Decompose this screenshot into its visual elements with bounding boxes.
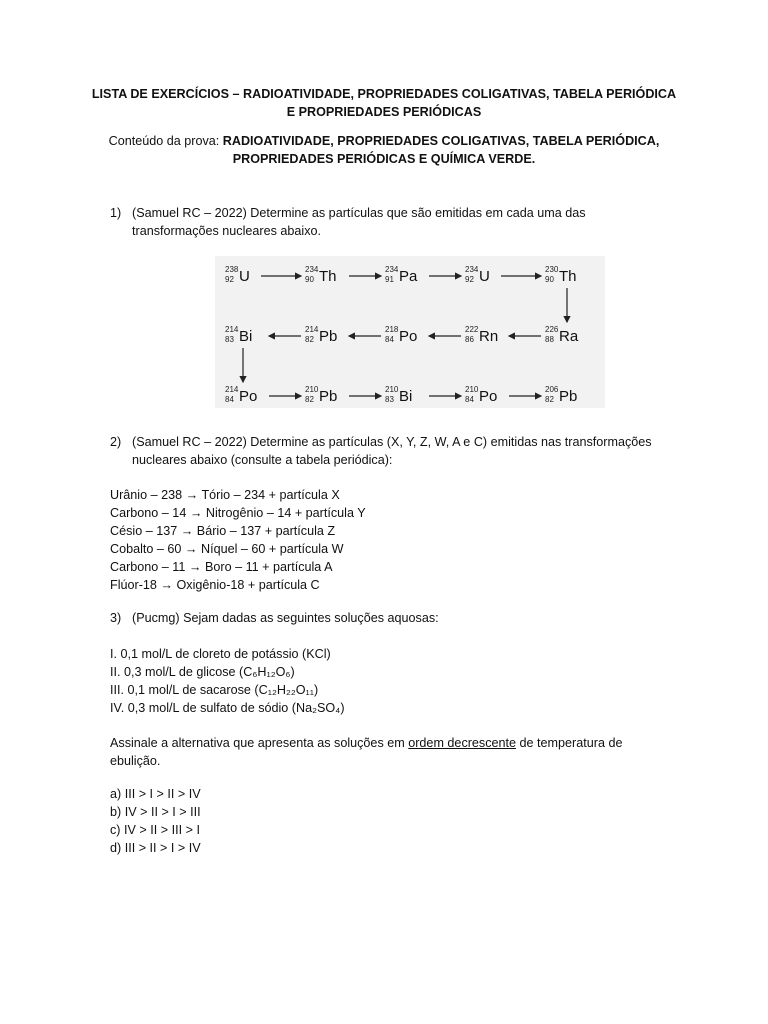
mass-number: 214 (225, 385, 239, 394)
prompt-after: de temperatura de (516, 736, 623, 750)
nuclide-po (465, 385, 497, 405)
atomic-number: 92 (225, 275, 234, 284)
option-d: d) III > II > I > IV (110, 841, 201, 855)
mass-number: 222 (465, 325, 479, 334)
mass-number: 214 (225, 325, 239, 334)
exam-content-topics-2: PROPRIEDADES PERIÓDICAS E QUÍMICA VERDE. (232, 152, 536, 166)
nuclide-th (305, 265, 337, 285)
element-symbol: Rn (479, 328, 499, 345)
prompt-line-1 (110, 734, 658, 752)
question-1-line-2: transformações nucleares abaixo. (132, 224, 322, 238)
question-text (132, 204, 658, 240)
nuclide-pb (545, 385, 577, 405)
atomic-number: 84 (465, 395, 474, 404)
atomic-number: 82 (545, 395, 554, 404)
mass-number: 206 (545, 385, 559, 394)
mass-number: 238 (225, 265, 239, 274)
prompt-underlined: ordem decrescente (408, 736, 517, 750)
question-3-prompt (110, 734, 658, 770)
nuclide-bi (225, 325, 252, 345)
solution-item: III. 0,1 mol/L de sacarose (C₁₂H₂₂O₁₁) (110, 683, 319, 697)
transformations-list (110, 486, 670, 594)
element-symbol: Bi (399, 388, 413, 405)
element-symbol: Pb (319, 388, 338, 405)
exam-content-topics-1: RADIOATIVIDADE, PROPRIEDADES COLIGATIVAS, TABELA PERIÓDICA, (222, 134, 660, 148)
exam-content-prefix: Conteúdo da prova: (108, 134, 223, 148)
option-c: c) IV > II > III > I (110, 823, 200, 837)
atomic-number: 82 (305, 395, 314, 404)
mass-number: 214 (305, 325, 319, 334)
question-number: 2) (110, 435, 122, 449)
title-line-1: LISTA DE EXERCÍCIOS – RADIOATIVIDADE, PROPRIEDADES COLIGATIVAS, TABELA PERIÓDICA (91, 87, 677, 101)
nuclide-po (225, 385, 257, 405)
solutions-list (110, 645, 670, 717)
atomic-number: 90 (305, 275, 314, 284)
element-symbol: U (239, 268, 250, 285)
transformation-item: Cobalto – 60 → Níquel – 60 + partícula W (110, 542, 344, 556)
answer-options (110, 785, 670, 857)
transformation-item: Urânio – 238 → Tório – 234 + partícula X (110, 488, 340, 502)
title-line-2: E PROPRIEDADES PERIÓDICAS (286, 105, 482, 119)
exam-content (60, 132, 708, 168)
solution-item: I. 0,1 mol/L de cloreto de potássio (KCl) (110, 647, 331, 661)
question-2-line-1: (Samuel RC – 2022) Determine as partículas (X, Y, Z, W, A e C) emitidas nas transformações (132, 435, 652, 449)
question-text (132, 609, 658, 627)
atomic-number: 92 (465, 275, 474, 284)
mass-number: 234 (305, 265, 319, 274)
question-3-line-1: (Pucmg) Sejam dadas as seguintes soluções aquosas: (132, 611, 439, 625)
element-symbol: U (479, 268, 490, 285)
mass-number: 218 (385, 325, 399, 334)
transformation-item: Césio – 137 → Bário – 137 + partícula Z (110, 524, 336, 538)
question-number: 3) (110, 611, 122, 625)
decay-chain-diagram (215, 256, 605, 408)
element-symbol: Pb (319, 328, 338, 345)
element-symbol: Po (399, 328, 418, 345)
element-symbol: Th (319, 268, 337, 285)
element-symbol: Po (239, 388, 258, 405)
atomic-number: 84 (385, 335, 394, 344)
element-symbol: Ra (559, 328, 579, 345)
transformation-item: Flúor-18 → Oxigênio-18 + partícula C (110, 578, 320, 592)
nuclide-pa (385, 265, 418, 285)
nuclide-bi (385, 385, 412, 405)
atomic-number: 91 (385, 275, 394, 284)
element-symbol: Po (479, 388, 498, 405)
prompt-line-2: ebulição. (110, 754, 161, 768)
nuclide-rn (465, 325, 498, 345)
mass-number: 210 (465, 385, 479, 394)
question-number: 1) (110, 206, 122, 220)
question-3 (110, 609, 658, 627)
mass-number: 230 (545, 265, 559, 274)
transformation-item: Carbono – 14 → Nitrogênio – 14 + partícula Y (110, 506, 366, 520)
nuclide-po (385, 325, 417, 345)
question-1 (110, 204, 658, 240)
element-symbol: Pb (559, 388, 578, 405)
nuclide-pb (305, 385, 337, 405)
exam-content-line-2 (60, 150, 708, 168)
question-1-line-1: (Samuel RC – 2022) Determine as partículas que são emitidas em cada uma das (132, 206, 586, 220)
nuclide-pb (305, 325, 337, 345)
question-2 (110, 433, 658, 469)
question-text (132, 433, 658, 469)
option-a: a) III > I > II > IV (110, 787, 201, 801)
solution-item: II. 0,3 mol/L de glicose (C₆H₁₂O₆) (110, 665, 295, 679)
atomic-number: 82 (305, 335, 314, 344)
atomic-number: 90 (545, 275, 554, 284)
mass-number: 234 (465, 265, 479, 274)
question-2-line-2: nucleares abaixo (consulte a tabela periódica): (132, 453, 393, 467)
page-title (60, 85, 708, 121)
prompt-before: Assinale a alternativa que apresenta as soluções em (110, 736, 409, 750)
mass-number: 210 (305, 385, 319, 394)
option-b: b) IV > II > I > III (110, 805, 201, 819)
atomic-number: 88 (545, 335, 554, 344)
solution-item: IV. 0,3 mol/L de sulfato de sódio (Na₂SO₄) (110, 701, 345, 715)
atomic-number: 86 (465, 335, 474, 344)
nuclide-ra (545, 325, 579, 345)
atomic-number: 83 (385, 395, 394, 404)
element-symbol: Pa (399, 268, 418, 285)
mass-number: 226 (545, 325, 559, 334)
element-symbol: Th (559, 268, 577, 285)
transformation-item: Carbono – 11 → Boro – 11 + partícula A (110, 560, 333, 574)
mass-number: 210 (385, 385, 399, 394)
exam-content-line-1 (60, 132, 708, 150)
atomic-number: 84 (225, 395, 234, 404)
element-symbol: Bi (239, 328, 253, 345)
atomic-number: 83 (225, 335, 234, 344)
nuclide-th (545, 265, 577, 285)
mass-number: 234 (385, 265, 399, 274)
